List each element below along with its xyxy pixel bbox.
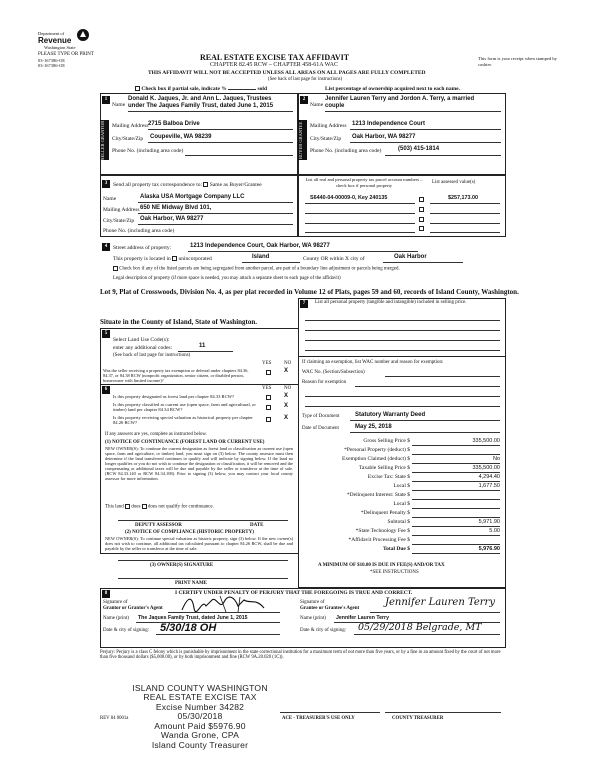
parcel-1[interactable]: S6440-04-00009-0, Key 240135 (310, 195, 388, 201)
buyer-phone-label: Phone No. (including area code) (310, 148, 382, 154)
rev-code: REV 84 0001a (100, 716, 129, 721)
yes-header-6: YES (262, 386, 272, 391)
section-6-tag: 6 (102, 386, 110, 394)
located-label: This property is located in (113, 256, 171, 262)
grantor-sig-label-1: Signature of (103, 600, 128, 605)
no-header-6: NO (284, 386, 292, 391)
notice-2-body: NEW OWNER(S): To continue special valuation as historic property, sign (3) below. If the new owner(s) does not wish to continue, all additional tax calculated pursuant to chapter 84.26 RCW, shall be due and payable by the seller or transferor at the time of sale. (105, 536, 293, 551)
buyer-name-1[interactable]: Jennifer Lauren Terry and Jordon A. Terry, a married (325, 96, 475, 102)
grantee-name-label: Name (print) (300, 616, 326, 621)
tax-value[interactable]: 5,971.90 (478, 519, 500, 525)
tax-label: Taxable Selling Price $ (358, 465, 410, 471)
buyer-name-label: Name (310, 102, 324, 108)
legal-situate[interactable]: Situate in the County of Island, State of Washington. (100, 318, 258, 326)
stamp-line-5: Amount Paid $5976.90 (154, 720, 246, 731)
additional-row (113, 345, 172, 352)
land-use-label: Select Land Use Code(s): (113, 337, 170, 343)
s3-city-label: City/State/Zip (103, 218, 135, 224)
q-exemption-no[interactable]: X (284, 368, 289, 374)
exemption-claim-label: If claiming an exemption, list WAC number and reason for exemption: (302, 360, 444, 365)
tax-label: *State Technology Fee $ (355, 528, 410, 534)
seller-city[interactable]: Coupeville, WA 98239 (150, 134, 212, 140)
land-use-row (113, 337, 169, 344)
stamp-line-4: 05/30/2018 (177, 711, 223, 722)
notice-1-title: (1) NOTICE OF CONTINUANCE (FOREST LAND OR CURRENT USE) (105, 440, 265, 445)
seller-tag: SELLER GRANTOR (100, 120, 109, 160)
perjury-notice: Perjury: Perjury is a class C felony which is punishable by imprisonment in the state correctional institution for a maximum term of not more than five years, or by a fine in an amount fixed by the court of not more than five thousand dollars ($5,000.00), or by both imprisonment and fine (RCW 9A.20.020 (1C)). (100, 650, 501, 661)
s3-phone-label: Phone No. (including area code) (103, 228, 175, 234)
dept-line2: Revenue (38, 36, 72, 45)
tax-label: *Personal Property (deduct) $ (344, 447, 410, 453)
see-back: (See back of last page for instructions) (268, 77, 343, 82)
parcel-checkbox-2[interactable] (419, 207, 424, 212)
county-name[interactable]: Island (252, 254, 270, 260)
does-not-checkbox[interactable] (142, 504, 147, 509)
section-2-tag: 2 (300, 96, 308, 104)
buyer-mailing-label: Mailing Address (310, 123, 347, 129)
grantee-date[interactable]: 05/29/2018 Belgrade, MT (358, 622, 482, 633)
tax-label: Gross Selling Price $ (363, 438, 410, 444)
seller-mailing[interactable]: 2715 Balboa Drive (148, 121, 200, 127)
send-label: Send all property tax correspondence to: (113, 182, 203, 188)
q-current-yes[interactable] (266, 405, 271, 410)
section-3-tag: 3 (102, 180, 110, 188)
tax-label: Exemption Claimed (deduct) $ (342, 456, 410, 462)
q-exemption: Was the seller receiving a property tax exemption or deferral under chapters 84.36, 84.37, or 84.38 RCW (nonprofit organization, senior citizen, or disabled person, homeowner with limited income)? (103, 368, 249, 384)
print-name: PRINT NAME (175, 581, 207, 586)
parcel-checkbox-3[interactable] (419, 217, 424, 222)
parcel-checkbox-4[interactable] (419, 226, 424, 231)
grantee-sig-label-2: Grantee or Grantee's Agent (300, 606, 360, 611)
segregated-checkbox[interactable] (113, 266, 118, 271)
tax-label: *Delinquent Interest: State $ (346, 492, 410, 498)
tax-value[interactable]: 5,976.90 (478, 546, 500, 552)
doc-date[interactable]: May 25, 2018 (355, 424, 392, 430)
unincorporated-checkbox[interactable] (172, 256, 177, 261)
this-land-label: This land (105, 504, 124, 510)
buyer-tag: BUYER GRANTEE (298, 120, 307, 160)
located-row (113, 256, 212, 263)
segregated-label: Check box if any of the listed parcels are being segregated from another parcel, are part of a boundary line adjustment or parcels being merged. (119, 266, 400, 272)
q-forest-no[interactable]: X (284, 393, 289, 399)
section-4-tag: 4 (102, 243, 110, 251)
form-chapter: CHAPTER 82.45 RCW – CHAPTER 458-61A WAC (210, 62, 338, 68)
grantor-signature[interactable] (180, 594, 270, 614)
revenue-logo (38, 28, 98, 50)
tax-value[interactable]: 335,500.00 (472, 438, 500, 444)
stamp-line-7: Island County Treasurer (151, 739, 249, 750)
see-instructions: *SEE INSTRUCTIONS (370, 570, 419, 575)
doc-type-label: Type of Document (302, 414, 340, 419)
tax-label: Subtotal $ (387, 519, 410, 525)
s3-mailing-label: Mailing Address (103, 207, 140, 213)
grantor-date[interactable]: 5/30/18 OH (160, 622, 217, 634)
grantor-date-label: Date & city of signing: (103, 628, 150, 633)
q-historic: Is this property receiving special valuation as historical property per chapter 84.26 RCW? (113, 415, 253, 426)
land-use-see-back: (See back of last page for instructions) (113, 353, 191, 358)
grantor-sig-label-2: Grantor or Grantor's Agent (103, 606, 163, 611)
dept-line3: Washington State (44, 45, 76, 50)
grantee-sig-label-1: Signature of (300, 600, 325, 605)
land-use-code[interactable]: 11 (199, 343, 206, 349)
tax-value[interactable]: 1,677.50 (478, 483, 500, 489)
sold-label: sold (257, 86, 268, 92)
street-address[interactable]: 1213 Independence Court, Oak Harbor, WA 98277 (190, 243, 330, 249)
county-treasurer: COUNTY TREASURER (392, 716, 444, 721)
q-forest: Is this property designated as forest land per chapter 84.33 RCW? (113, 394, 235, 399)
form-code-2: 03-167386-OE (38, 63, 65, 68)
s3-name[interactable]: Alaska USA Mortgage Company LLC (140, 194, 245, 200)
assessed-header: List assessed value(s) (432, 180, 476, 185)
seller-name-1[interactable]: Donald K. Jaques, Jr. and Ann L. Jaques, Trustees (128, 96, 272, 102)
tax-value[interactable]: 5.00 (489, 528, 500, 534)
tax-label: Excise Tax: State $ (367, 474, 410, 480)
tax-table (302, 438, 500, 554)
tax-value[interactable]: 335,500.00 (472, 465, 500, 471)
grantee-name[interactable]: Jennifer Lauren Terry (336, 615, 389, 621)
s3-mailing[interactable]: 650 NE Midway Blvd 101, (140, 205, 212, 211)
grantor-name-label: Name (print) (103, 616, 129, 621)
send-correspondence (113, 182, 262, 189)
q-historic-no[interactable]: X (284, 415, 289, 421)
warning: THIS AFFIDAVIT WILL NOT BE ACCEPTED UNLESS ALL AREAS ON ALL PAGES ARE FULLY COMPLETED (148, 70, 426, 76)
partial-sale-row (135, 86, 267, 93)
section-7-tag: 7 (300, 300, 308, 308)
stamp-line-6: Wanda Grone, CPA (160, 730, 240, 741)
seller-mailing-label: Mailing Address (112, 123, 149, 129)
form-title: REAL ESTATE EXCISE TAX AFFIDAVIT (200, 53, 350, 62)
reason-label: Reason for exemption (302, 380, 347, 385)
tax-label: *Affidavit Processing Fee $ (348, 537, 410, 543)
seller-phone-label: Phone No. (including area code) (112, 148, 184, 154)
same-as-label: Same as Buyer/Grantee (209, 182, 262, 188)
legal-description[interactable]: Lot 9, Plat of Crosswoods, Division No. 4, as per plat recorded in Volume 12 of Plats, pages 59 and 60, records of Island County, Washington. (100, 288, 519, 296)
q-exemption-yes[interactable] (266, 370, 271, 375)
notice-2-title: (2) NOTICE OF COMPLIANCE (HISTORIC PROPERTY) (125, 530, 254, 535)
revenue-logo-icon (76, 28, 90, 42)
minimum-due: A MINIMUM OF $10.00 IS DUE IN FEE(S) AND/OR TAX (318, 563, 445, 568)
qualify-row (105, 504, 214, 511)
partial-sale-label: Check box if partial sale, indicate % (141, 86, 227, 92)
receipt-note: This form is your receipt when stamped by cashier. (478, 56, 557, 67)
street-label: Street address of property: (113, 245, 172, 251)
buyer-mailing[interactable]: 1213 Independence Court (352, 121, 426, 127)
seller-city-label: City/State/Zip (112, 136, 144, 142)
s3-city[interactable]: Oak Harbor, WA 98277 (140, 216, 204, 222)
certify: I CERTIFY UNDER PENALTY OF PERJURY THAT THE FOREGOING IS TRUE AND CORRECT. (175, 590, 413, 596)
deputy-date: DATE (250, 523, 264, 528)
notice-1-body: NEW OWNER(S): To continue the current designation as forest land or classification as current use (open space, farm and agriculture, or timber) land, you must sign on (3) below. The county assessor must then determine if the land transferred continues to qualify and will indicate by signing below. If the land no longer qualifies or you do not wish to continue the designation or classification, it will be removed and the compensating or additional taxes will be due and payable by the seller or transferor at the time of sale. (RCW 84.33.140 or RCW 84.34.108). Prior to signing (3) below, you may contact your local county assessor for more information. (105, 446, 293, 481)
doc-date-label: Date of Document (302, 426, 339, 431)
list-pct-label: List percentage of ownership acquired next to each name. (325, 86, 460, 92)
same-as-buyer-checkbox[interactable] (203, 182, 208, 187)
owner-signature: (3) OWNER(S) SIGNATURE (150, 563, 214, 568)
please-type: PLEASE TYPE OR PRINT (38, 52, 94, 57)
city-name[interactable]: Oak Harbor (394, 254, 427, 260)
tax-label: Total Due $ (383, 546, 410, 552)
tax-label: *Delinquent Penalty $ (360, 510, 410, 516)
unincorporated-label: unincorporated (178, 256, 212, 262)
tax-label: Local $ (393, 483, 410, 489)
stamp-line-1: ISLAND COUNTY WASHINGTON (132, 683, 268, 693)
stamp-line-3: Excise Number 34282 (155, 701, 245, 712)
buyer-phone[interactable]: (503) 415-1814 (398, 146, 440, 152)
tax-value[interactable]: No (492, 456, 500, 462)
buyer-city-label: City/State/Zip (310, 136, 342, 142)
grantee-signature[interactable]: Jennifer Lauren Terry (385, 597, 495, 608)
if-yes-label: If any answers are yes, complete as instructed below. (105, 432, 207, 437)
county-or-label: County OR within X city of (303, 256, 365, 262)
does-not-label: does not qualify for continuance. (147, 504, 214, 510)
grantee-date-label: Date & city of signing: (300, 628, 347, 633)
yes-header-5: YES (262, 361, 272, 366)
partial-sale-checkbox[interactable] (135, 86, 140, 91)
grantor-name[interactable]: The Jaques Family Trust, dated June 1, 2015 (138, 615, 248, 621)
wac-no-label: WAC No. (Section/Subsection) (302, 370, 365, 375)
no-header-5: NO (284, 361, 292, 366)
parcel-header: List all real and personal property tax parcel account numbers – check box if personal property (305, 177, 423, 188)
buyer-name-2[interactable]: couple (325, 103, 345, 109)
s3-name-label: Name (103, 196, 117, 202)
doc-type[interactable]: Statutory Warranty Deed (355, 412, 426, 418)
q-historic-yes[interactable] (266, 417, 271, 422)
parcel-checkbox-1[interactable] (419, 197, 424, 202)
does-checkbox[interactable] (125, 504, 130, 509)
additional-label: enter any additional codes: (113, 345, 173, 351)
section-5-tag: 5 (102, 330, 110, 338)
section-1-tag: 1 (102, 96, 110, 104)
deputy-assessor: DEPUTY ASSESSOR (135, 523, 182, 528)
q-current-no[interactable]: X (284, 403, 289, 409)
assessed-1[interactable]: $257,173.00 (448, 195, 478, 201)
seller-name-2[interactable]: under The Jaques Family Trust, dated June 1, 2015 (128, 103, 274, 109)
tax-label: Local $ (393, 501, 410, 507)
personal-property-label: List all personal property (tangible and intangible) included in selling price. (315, 300, 467, 305)
does-label: does (131, 504, 141, 510)
segregated-row (113, 266, 400, 273)
tax-value[interactable]: 4,294.40 (478, 474, 500, 480)
treasurer-use: ACE - TREASURER'S USE ONLY (282, 716, 355, 721)
legal-label: Legal description of property (if more space is needed, you may attach a separate sheet to each page of the affidavit) (113, 276, 341, 281)
form-code-1: 03-167386-OE (38, 58, 65, 63)
buyer-city[interactable]: Oak Harbor, WA 98277 (352, 134, 416, 140)
dept-line1: Department of (38, 31, 65, 36)
section-8-tag: 8 (102, 590, 110, 598)
q-forest-yes[interactable] (266, 395, 271, 400)
seller-name-label: Name (112, 102, 126, 108)
stamp-line-2: REAL ESTATE EXCISE TAX (143, 692, 257, 703)
treasurer-stamp (120, 684, 280, 750)
q-current-use: Is this property classified as current use (open space, farm and agricultural, or timber) land per chapter 84.34 RCW? (113, 402, 256, 413)
